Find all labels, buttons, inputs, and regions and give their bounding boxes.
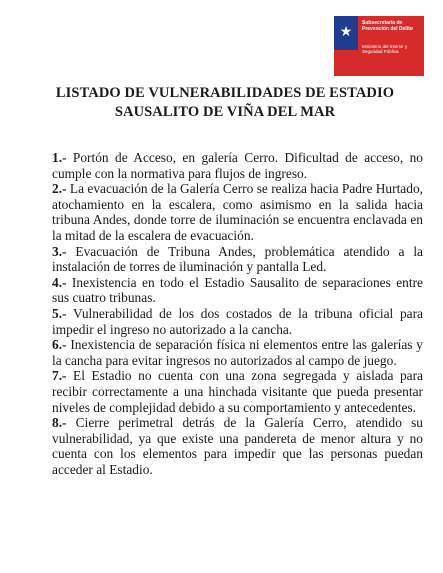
item-text: Evacuación de Tribuna Andes, problemática atendido a la instalación de torres de iluminación y pantalla Led. xyxy=(52,243,423,275)
item-number: 2.- xyxy=(52,181,67,197)
list-item xyxy=(52,150,423,181)
flag-block xyxy=(334,16,358,76)
item-text: La evacuación de la Galería Cerro se realiza hacia Padre Hurtado, atochamiento en la escalera, como asimismo en la salida hacia tribuna Andes, donde torre de iluminación se encuentra enclavada en la mitad de la escalera de evacuación. xyxy=(52,181,423,243)
list-item xyxy=(52,306,423,337)
logo-line-1: Subsecretaría de Prevención del Delito xyxy=(362,20,413,32)
item-text: Vulnerabilidad de los dos costados de la tribuna oficial para impedir el ingreso no autorizado a la cancha. xyxy=(52,305,423,337)
document-title xyxy=(30,84,420,122)
item-number: 5.- xyxy=(52,305,67,321)
logo-line-2: Ministerio del Interior y Seguridad Pública xyxy=(362,44,408,54)
item-text: Portón de Acceso, en galería Cerro. Dificultad de acceso, no cumple con la normativa para flujos de ingreso. xyxy=(52,150,423,181)
list-item xyxy=(52,415,423,477)
vulnerability-list xyxy=(52,150,423,477)
list-item xyxy=(52,244,423,275)
item-number: 1.- xyxy=(52,150,67,165)
item-text: Inexistencia de separación física ni elementos entre las galerías y la cancha para evitar ingresos no autorizados al campo de juego. xyxy=(52,337,423,368)
item-text: El Estadio no cuenta con una zona segregada y aislada para recibir correctamente a una hinchada visitante que pueda presentar niveles de complejidad debido a su comportamiento y antecedentes. xyxy=(52,368,423,415)
item-number: 4.- xyxy=(52,274,67,290)
item-number: 7.- xyxy=(52,368,67,384)
list-item xyxy=(52,181,423,243)
item-text: Inexistencia en todo el Estadio Sausalito de separaciones entre sus cuatro tribunas. xyxy=(52,274,423,306)
title-line-1: LISTADO DE VULNERABILIDADES DE ESTADIO xyxy=(55,85,395,101)
list-item xyxy=(52,275,423,306)
government-logo xyxy=(334,16,424,76)
logo-text-block xyxy=(358,16,424,76)
title-line-2: SAUSALITO DE VIÑA DEL MAR xyxy=(114,104,336,120)
item-text: Cierre perimetral detrás de la Galería Cerro, atendido su vulnerabilidad, ya que existe una pandereta de menor altura y no cuenta con los elementos para impedir que las personas puedan acceder al Estadio. xyxy=(52,415,423,477)
item-number: 8.- xyxy=(52,415,67,431)
list-item xyxy=(52,337,423,368)
item-number: 3.- xyxy=(52,243,67,259)
list-item xyxy=(52,368,423,415)
star-icon: ★ xyxy=(339,24,353,40)
item-number: 6.- xyxy=(52,337,67,353)
